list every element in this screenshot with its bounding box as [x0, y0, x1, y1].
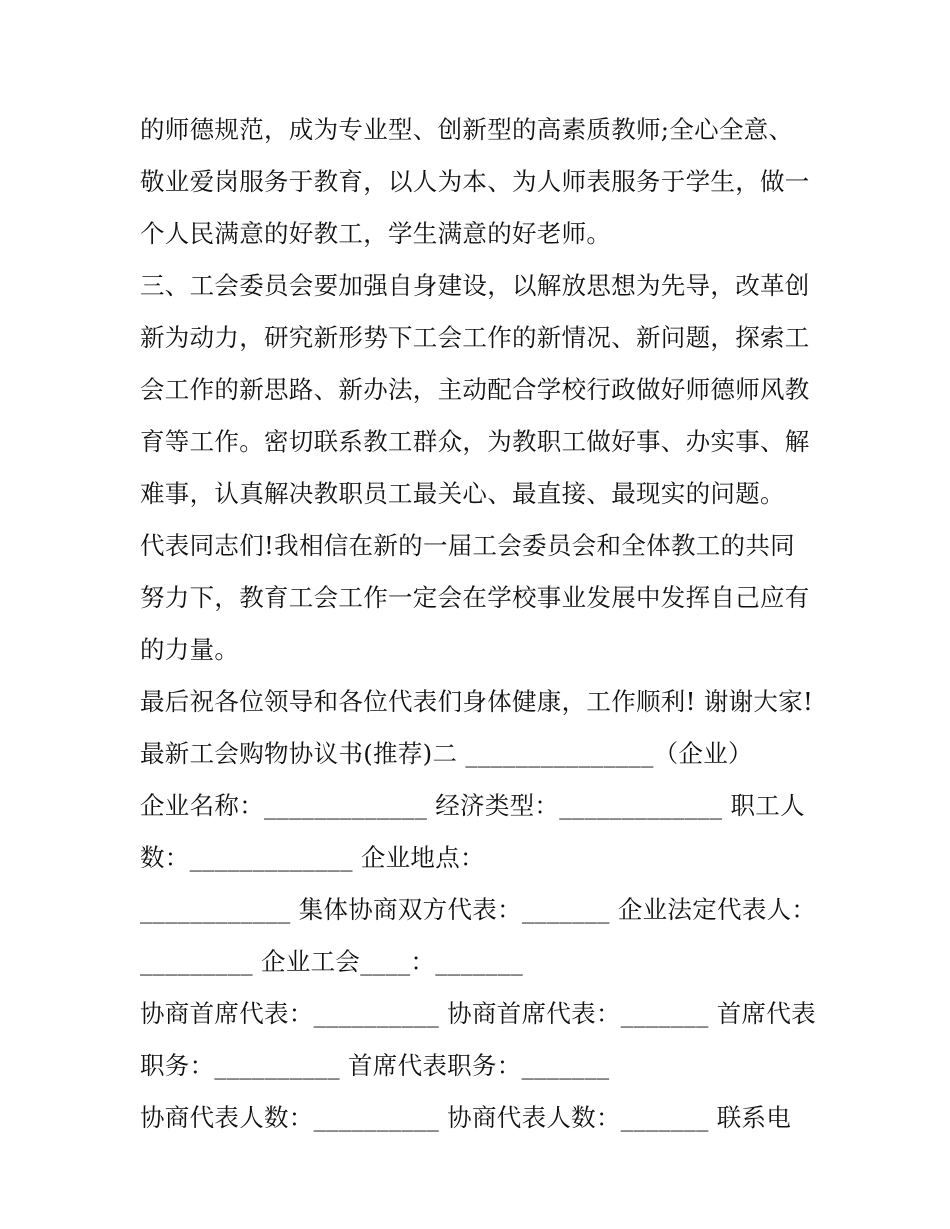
form-line: _________ 企业工会____：_______	[140, 947, 524, 976]
form-line: ____________ 集体协商双方代表：_______ 企业法定代表人：	[140, 895, 817, 924]
text-line: 育等工作。密切联系教工群众，为教职工做好事、办实事、解	[140, 427, 810, 456]
text-line: 难事，认真解决教职员工最关心、最直接、最现实的问题。	[140, 479, 785, 508]
form-line: 协商首席代表：__________ 协商首席代表：_______ 首席代表	[140, 999, 816, 1028]
text-line: 努力下，教育工会工作一定会在学校事业发展中发挥自己应有	[140, 583, 810, 612]
form-line: 数：_____________ 企业地点：	[140, 843, 485, 872]
text-line: 的力量。	[140, 635, 240, 664]
form-line: 协商代表人数：__________ 协商代表人数：_______ 联系电	[140, 1103, 792, 1132]
document-body	[140, 104, 820, 1144]
text-line: 三、工会委员会要加强自身建设，以解放思想为先导，改革创	[140, 271, 810, 300]
text-line: 代表同志们!我相信在新的一届工会委员会和全体教工的共同	[140, 531, 795, 560]
text-line: 最后祝各位领导和各位代表们身体健康，工作顺利! 谢谢大家!	[140, 687, 814, 716]
text-line: 新为动力，研究新形势下工会工作的新情况、新问题，探索工	[140, 323, 810, 352]
text-line: 会工作的新思路、新办法，主动配合学校行政做好师德师风教	[140, 375, 810, 404]
text-line: 的师德规范，成为专业型、创新型的高素质教师;全心全意、	[140, 115, 794, 144]
text-line: 敬业爱岗服务于教育，以人为本、为人师表服务于学生，做一	[140, 167, 810, 196]
form-line: 企业名称：_____________ 经济类型：_____________ 职工人	[140, 791, 805, 820]
section-title: 最新工会购物协议书(推荐)二 _______________（企业）	[140, 739, 753, 768]
text-line: 个人民满意的好教工，学生满意的好老师。	[140, 219, 612, 248]
form-line: 职务：__________ 首席代表职务：_______	[140, 1051, 610, 1080]
